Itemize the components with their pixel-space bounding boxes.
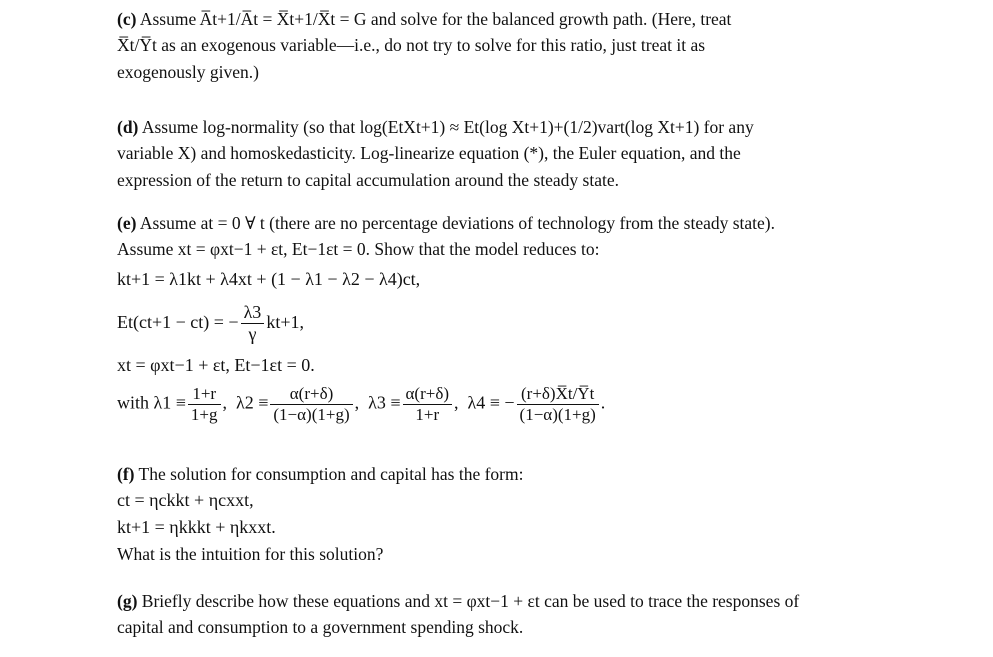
part-d-line-1 — [117, 114, 947, 140]
lambda1-numerator: 1+r — [188, 384, 221, 405]
lambda2-lhs: λ2 ≡ — [236, 392, 269, 413]
euler-fraction-denominator: γ — [248, 323, 257, 344]
equation-shock-process: xt = φxt−1 + εt, Et−1εt = 0. — [117, 355, 315, 375]
equation-capital-solution: kt+1 = ηkkkt + ηkxxt. — [117, 517, 276, 538]
euler-lhs: Et(ct+1 − ct) = − — [117, 311, 239, 332]
part-g-line-2: capital and consumption to a government spending shock. — [117, 617, 524, 638]
part-f-text-1: The solution for consumption and capital has the form: — [138, 464, 524, 484]
part-g-label: (g) — [117, 591, 138, 611]
part-e-line-1 — [117, 210, 947, 236]
lambda4-denominator: (1−α)(1+g) — [519, 404, 596, 424]
part-d-text-1: Assume log-normality (so that log(EtXt+1) ≈ Et(log Xt+1)+(1/2)vart(log Xt+1) for any — [141, 117, 754, 137]
part-f-label: (f) — [117, 464, 135, 484]
lambda4-lhs: λ4 ≡ − — [467, 392, 515, 413]
euler-fraction — [241, 302, 265, 345]
lambda1-denominator: 1+g — [190, 404, 218, 424]
equation-euler — [117, 302, 947, 345]
lambda1-lhs: λ1 ≡ — [153, 392, 186, 413]
equation-capital-accumulation: kt+1 = λ1kt + λ4xt + (1 − λ1 − λ2 − λ4)ct, — [117, 269, 421, 289]
part-g-text-1: Briefly describe how these equations and xt = φxt−1 + εt can be used to trace the responses of — [141, 591, 800, 611]
part-e-label: (e) — [117, 213, 137, 233]
part-c-label: (c) — [117, 9, 137, 29]
part-c — [117, 6, 947, 85]
lambda4-fraction — [517, 384, 599, 425]
part-e — [117, 210, 947, 263]
part-d-line-3: expression of the return to capital accumulation around the steady state. — [117, 169, 619, 190]
lambda1-fraction — [188, 384, 221, 425]
lambda2-denominator: (1−α)(1+g) — [273, 404, 350, 424]
lambda2-numerator: α(r+δ) — [270, 384, 352, 405]
part-c-text-1: Assume A̅t+1/A̅t = X̅t+1/X̅t = G and solve for the balanced growth path. (Here, treat — [139, 9, 732, 29]
lambda3-numerator: α(r+δ) — [403, 384, 453, 405]
part-d-line-2: variable X) and homoskedasticity. Log-linearize equation (*), the Euler equation, and the — [117, 143, 741, 164]
euler-rhs: kt+1, — [266, 311, 304, 332]
lambda2-fraction — [270, 384, 352, 425]
part-e-line-2: Assume xt = φxt−1 + εt, Et−1εt = 0. Show that the model reduces to: — [117, 239, 600, 260]
lambda4-numerator: (r+δ)X̅t/Y̅t — [517, 384, 599, 405]
lambda-definitions: with λ1 ≡ $\frac{1+r}{1+g}$ , λ2 ≡ $\frac{\alpha(r+\delta)}{(1-\alpha)(1+g)}$ , λ3 ≡ $\frac{\alpha(r+\delta)}{1+r}$ , λ4 ≡ − $\frac{(r+\delta)X̅t/Y̅t}{(1-\alpha)(1+g)}$ . — [117, 384, 606, 424]
part-c-line-1 — [117, 6, 947, 32]
part-e-text-1: Assume at = 0 ∀ t (there are no percentage deviations of technology from the steady state). — [139, 213, 776, 233]
part-g-line-1 — [117, 588, 947, 614]
lambda3-denominator: 1+r — [415, 404, 440, 424]
with-label: with — [117, 392, 150, 413]
part-f-question: What is the intuition for this solution? — [117, 544, 384, 565]
euler-fraction-numerator: λ3 — [241, 302, 265, 324]
part-c-line-3: exogenously given.) — [117, 61, 259, 82]
lambda3-fraction — [403, 384, 453, 425]
part-f — [117, 461, 947, 568]
part-c-line-2: X̅t/Y̅t as an exogenous variable—i.e., do not try to solve for this ratio, just treat it as — [117, 35, 706, 56]
part-d — [117, 114, 947, 193]
lambda3-lhs: λ3 ≡ — [368, 392, 401, 413]
part-g — [117, 588, 947, 641]
part-d-label: (d) — [117, 117, 139, 137]
part-f-line-1 — [117, 461, 947, 487]
equation-consumption-solution: ct = ηckkt + ηcxxt, — [117, 490, 254, 511]
